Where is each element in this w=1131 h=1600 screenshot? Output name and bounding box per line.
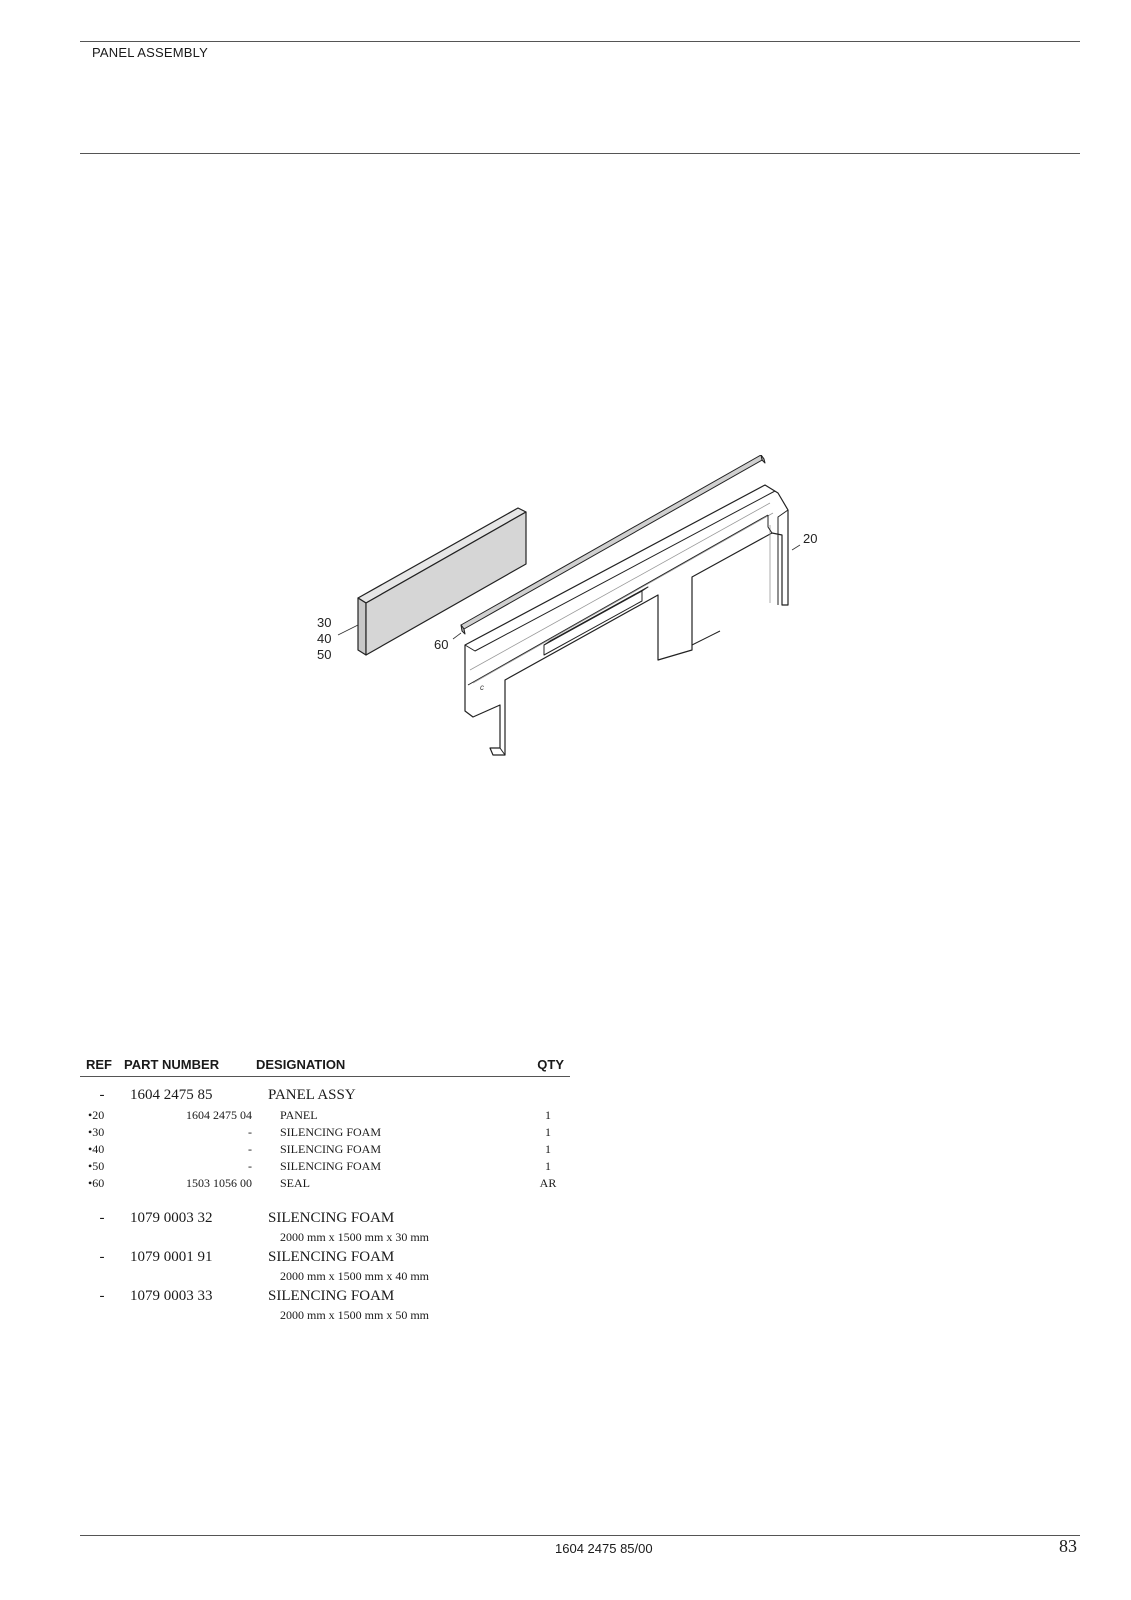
table-row	[80, 1141, 570, 1158]
part-number-cell: 1604 2475 85	[130, 1087, 213, 1103]
table-row	[80, 1158, 570, 1175]
panel-mark: c	[480, 683, 484, 692]
column-header-qty: QTY	[526, 1055, 570, 1077]
designation-cell: PANEL	[280, 1108, 318, 1122]
qty-cell: AR	[539, 1176, 557, 1190]
designation-cell: SILENCING FOAM	[268, 1288, 395, 1304]
qty-cell: 1	[545, 1159, 551, 1173]
dimension-note: 2000 mm x 1500 mm x 30 mm	[280, 1230, 430, 1244]
header-bottom-rule	[80, 153, 1080, 154]
designation-cell: SILENCING FOAM	[280, 1125, 382, 1139]
table-row	[80, 1175, 570, 1192]
qty-cell	[526, 1077, 570, 1108]
spare-row	[80, 1206, 570, 1230]
table-row	[80, 1124, 570, 1141]
part-number-cell: 1079 0001 91	[130, 1249, 213, 1265]
column-header-part-number: PART NUMBER	[124, 1055, 256, 1077]
header-top-rule	[80, 41, 1080, 42]
part-number-cell: -	[248, 1125, 252, 1139]
ref-cell: •60	[88, 1176, 105, 1190]
part-number-cell: -	[248, 1159, 252, 1173]
spare-row	[80, 1284, 570, 1308]
ref-cell: •20	[88, 1108, 105, 1122]
part-number-cell: 1079 0003 33	[130, 1288, 213, 1304]
column-header-ref: REF	[80, 1055, 124, 1077]
designation-cell: SILENCING FOAM	[280, 1142, 382, 1156]
column-header-designation: DESIGNATION	[256, 1055, 526, 1077]
part-number-cell: 1503 1056 00	[186, 1176, 252, 1190]
designation-cell: SILENCING FOAM	[268, 1210, 395, 1226]
assembly-row	[80, 1077, 570, 1108]
designation-cell: SILENCING FOAM	[268, 1249, 395, 1265]
spare-note-row	[80, 1269, 570, 1284]
qty-cell	[526, 1284, 570, 1308]
document-number: 1604 2475 85/00	[555, 1541, 653, 1556]
exploded-view-drawing	[310, 455, 840, 780]
qty-cell: 1	[545, 1108, 551, 1122]
callout-20: 20	[803, 531, 818, 546]
qty-cell	[526, 1206, 570, 1230]
designation-cell: PANEL ASSY	[268, 1087, 356, 1103]
spare-row	[80, 1245, 570, 1269]
part-number-cell: 1079 0003 32	[130, 1210, 213, 1226]
page-title: PANEL ASSEMBLY	[92, 45, 208, 60]
designation-cell: SEAL	[280, 1176, 310, 1190]
table-header-row	[80, 1055, 570, 1077]
callout-30: 30	[317, 615, 332, 630]
ref-cell: -	[99, 1210, 105, 1226]
ref-cell: •40	[88, 1142, 105, 1156]
footer-rule	[80, 1535, 1080, 1536]
ref-cell: •30	[88, 1125, 105, 1139]
spare-note-row	[80, 1308, 570, 1323]
callout-60: 60	[434, 637, 449, 652]
dimension-note: 2000 mm x 1500 mm x 40 mm	[280, 1269, 430, 1283]
callout-40: 40	[317, 631, 332, 646]
callout-50: 50	[317, 647, 332, 662]
ref-cell: -	[99, 1249, 105, 1265]
spare-note-row	[80, 1230, 570, 1245]
qty-cell: 1	[545, 1125, 551, 1139]
parts-list-table	[80, 1055, 570, 1323]
dimension-note: 2000 mm x 1500 mm x 50 mm	[280, 1308, 430, 1322]
part-number-cell: 1604 2475 04	[186, 1108, 252, 1122]
ref-cell: -	[99, 1288, 105, 1304]
qty-cell	[526, 1245, 570, 1269]
designation-cell: SILENCING FOAM	[280, 1159, 382, 1173]
ref-cell: •50	[88, 1159, 105, 1173]
table-row	[80, 1107, 570, 1124]
page-number: 83	[1059, 1536, 1077, 1556]
ref-cell: -	[99, 1087, 105, 1103]
qty-cell: 1	[545, 1142, 551, 1156]
row-spacer	[80, 1192, 570, 1206]
exploded-view-svg	[310, 455, 840, 780]
part-number-cell: -	[248, 1142, 252, 1156]
